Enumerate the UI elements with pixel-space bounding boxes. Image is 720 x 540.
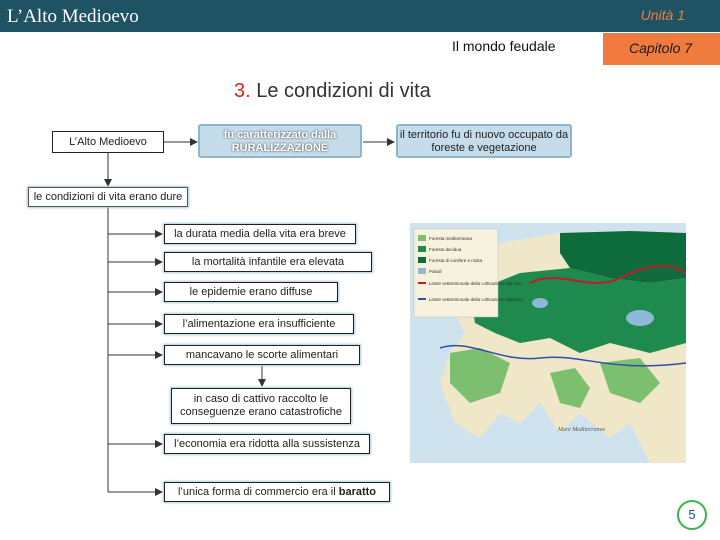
legend-mediterranean: Foresta mediterranea xyxy=(429,236,473,241)
item-label: in caso di cattivo raccolto le conseguenze erano catastrofiche xyxy=(179,393,343,419)
legend-olive: Limite settentrionale della coltivazione dell’olivo xyxy=(429,297,524,302)
forest-map xyxy=(410,223,686,463)
item-label: la durata media della vita era breve xyxy=(174,228,346,240)
item-box-mortality xyxy=(164,252,372,272)
conditions-label: le condizioni di vita erano dure xyxy=(33,191,183,203)
sea-label: Mare Mediterraneo xyxy=(558,427,606,433)
conditions-box xyxy=(28,187,188,207)
item-box-reserves xyxy=(164,345,360,365)
item-box-nutrition xyxy=(164,314,354,334)
unit-label: Unità 1 xyxy=(640,7,685,23)
barter-word: baratto xyxy=(338,486,377,498)
item-box-harvest xyxy=(171,388,351,424)
root-label: L’Alto Medioevo xyxy=(69,136,147,148)
item-label: l’economia era ridotta alla sussistenza xyxy=(174,438,360,450)
legend-conifer: Foresta di conifere e mista xyxy=(429,258,483,263)
item-label: mancavano le scorte alimentari xyxy=(185,349,339,361)
legend-marsh: Paludi xyxy=(429,269,442,274)
item-box-economy xyxy=(164,434,370,454)
legend-wine: Limite settentrionale della coltivazione del vino xyxy=(429,281,522,286)
legend-deciduous: Foresta decidua xyxy=(429,247,462,252)
chapter-label: Capitolo 7 xyxy=(629,40,693,56)
item-box-epidemics xyxy=(164,282,338,302)
ruralization-label: fu caratterizzato dalla RURALIZZAZIONE xyxy=(223,129,337,155)
page-title: L’Alto Medioevo xyxy=(7,6,139,27)
item-box-lifespan xyxy=(164,224,356,244)
root-box xyxy=(52,131,164,153)
section-label: Il mondo feudale xyxy=(452,38,556,54)
heading-number: 3. xyxy=(234,80,251,102)
territory-label: il territorio fu di nuovo occupato da foreste e vegetazione xyxy=(399,129,569,155)
item-label: la mortalità infantile era elevata xyxy=(191,256,345,268)
heading-text: Le condizioni di vita xyxy=(256,80,431,102)
page-number: 5 xyxy=(677,500,707,530)
territory-box xyxy=(396,124,572,158)
item-label: l’unica forma di commercio era il xyxy=(177,486,339,498)
item-label: l’alimentazione era insufficiente xyxy=(182,318,336,330)
item-label: le epidemie erano diffuse xyxy=(189,286,313,298)
ruralization-box xyxy=(198,124,362,158)
map-graphic xyxy=(410,223,686,463)
item-box-trade xyxy=(164,482,390,502)
